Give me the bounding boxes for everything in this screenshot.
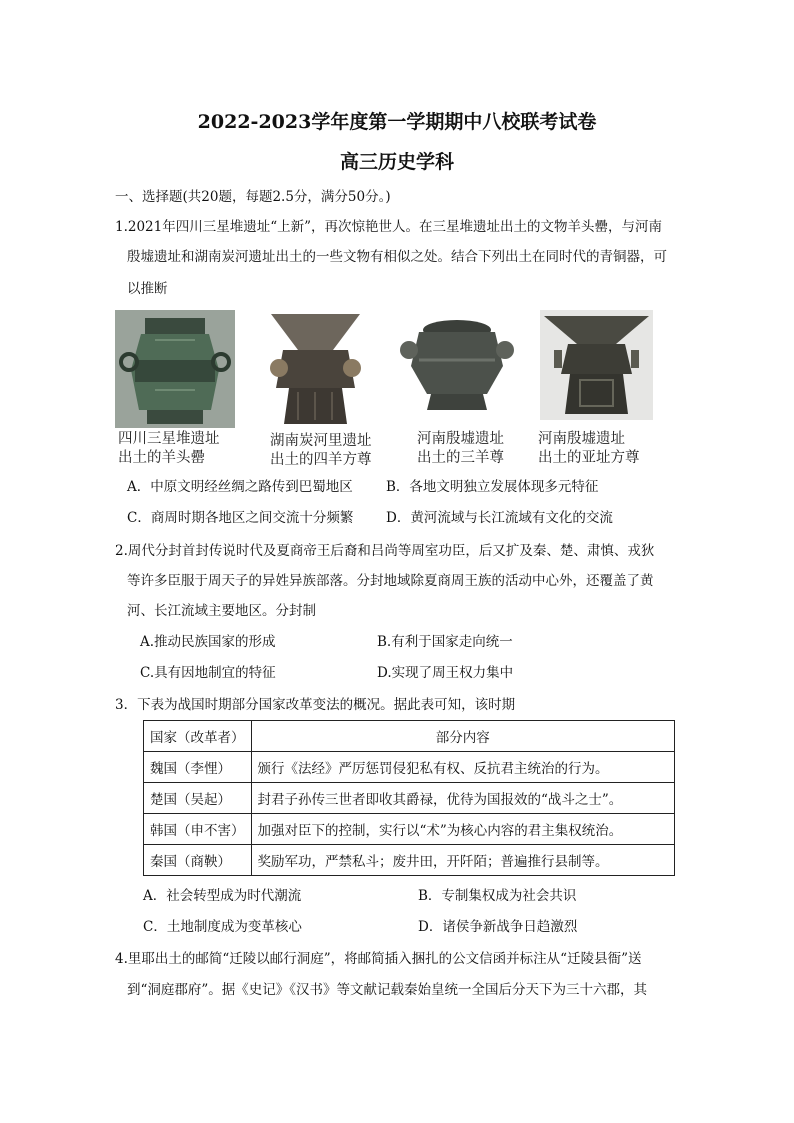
section-heading: 一、选择题(共20题，每题2.5分，满分50分。): [115, 189, 391, 205]
exam-subtitle: 高三历史学科: [339, 151, 454, 173]
q1-line-2: 殷墟遗址和湖南炭河遗址出土的一些文物有相似之处。结合下列出土在同时代的青铜器，可: [127, 249, 667, 265]
table-row: [144, 814, 675, 845]
bronze-photo-yazhi-fangzun: [540, 310, 653, 420]
table-header-row: [144, 721, 675, 752]
caption-1-line-1: 四川三星堆遗址: [118, 431, 220, 447]
table-cell-country: 楚国（吴起）: [144, 783, 252, 814]
bronze-photo-four-ram-zun: [263, 310, 368, 428]
table-cell-content: 奖励军功，严禁私斗；废井田，开阡陌；普遍推行县制等。: [251, 845, 675, 876]
q2-line-1: 2.周代分封首封传说时代及夏商帝王后裔和吕尚等周室功臣，后又扩及秦、楚、肃慎、戎狄: [115, 543, 655, 559]
q1-option-b: B．各地文明独立发展体现多元特征: [386, 479, 599, 495]
table-header-country: 国家（改革者）: [144, 721, 252, 752]
caption-4-line-2: 出土的亚址方尊: [538, 450, 640, 466]
table-cell-content: 加强对臣下的控制，实行以“术”为核心内容的君主集权统治。: [251, 814, 675, 845]
q3-option-a: A．社会转型成为时代潮流: [143, 888, 302, 904]
q3-option-d: D．诸侯争新战争日趋激烈: [418, 919, 578, 935]
bronze-photo-lei: [115, 310, 235, 428]
caption-2-line-1: 湖南炭河里遗址: [270, 433, 372, 449]
table-cell-country: 魏国（李悝）: [144, 752, 252, 783]
q2-option-d: D.实现了周王权力集中: [377, 665, 514, 681]
table-header-content: 部分内容: [251, 721, 675, 752]
table-cell-country: 韩国（申不害）: [144, 814, 252, 845]
caption-3-line-2: 出土的三羊尊: [417, 450, 504, 466]
bronze-photo-three-ram-zun: [397, 310, 517, 415]
q3-option-c: C．土地制度成为变革核心: [143, 919, 302, 935]
q1-line-3: 以推断: [127, 281, 168, 297]
q2-line-3: 河、长江流域主要地区。分封制: [127, 603, 316, 619]
caption-4-line-1: 河南殷墟遗址: [538, 431, 625, 447]
q2-option-c: C.具有因地制宜的特征: [140, 665, 276, 681]
q1-option-a: A．中原文明经丝绸之路传到巴蜀地区: [127, 479, 353, 495]
table-row: [144, 845, 675, 876]
caption-1-line-2: 出土的羊头罍: [118, 450, 205, 466]
caption-2-line-2: 出土的四羊方尊: [270, 452, 372, 468]
table-cell-content: 封君子孙传三世者即收其爵禄，优待为国报效的“战斗之士”。: [251, 783, 675, 814]
q2-option-a: A.推动民族国家的形成: [140, 634, 276, 650]
exam-title: 2022-2023学年度第一学期期中八校联考试卷: [197, 111, 597, 133]
q4-line-2: 到“洞庭郡府”。据《史记》《汉书》等文献记载秦始皇统一全国后分天下为三十六郡，其: [127, 982, 648, 998]
q2-line-2: 等许多臣服于周天子的异姓异族部落。分封地域除夏商周王族的活动中心外，还覆盖了黄: [127, 573, 654, 589]
caption-3-line-1: 河南殷墟遗址: [417, 431, 504, 447]
q1-option-d: D．黄河流域与长江流域有文化的交流: [386, 510, 613, 526]
q4-line-1: 4.里耶出土的邮简“迁陵以邮行洞庭”，将邮简插入捆扎的公文信函并标注从“迁陵县衙”送: [115, 951, 642, 967]
table-row: [144, 783, 675, 814]
q2-option-b: B.有利于国家走向统一: [377, 634, 513, 650]
reform-table: [143, 720, 675, 876]
q3-stem: 3．下表为战国时期部分国家改革变法的概况。据此表可知，该时期: [115, 697, 516, 713]
q3-option-b: B．专制集权成为社会共识: [418, 888, 577, 904]
table-cell-content: 颁行《法经》严厉惩罚侵犯私有权、反抗君主统治的行为。: [251, 752, 675, 783]
q1-option-c: C．商周时期各地区之间交流十分频繁: [127, 510, 354, 526]
table-row: [144, 752, 675, 783]
q1-line-1: 1.2021年四川三星堆遗址“上新”，再次惊艳世人。在三星堆遗址出土的文物羊头罍，与河南: [115, 219, 663, 235]
table-cell-country: 秦国（商鞅）: [144, 845, 252, 876]
